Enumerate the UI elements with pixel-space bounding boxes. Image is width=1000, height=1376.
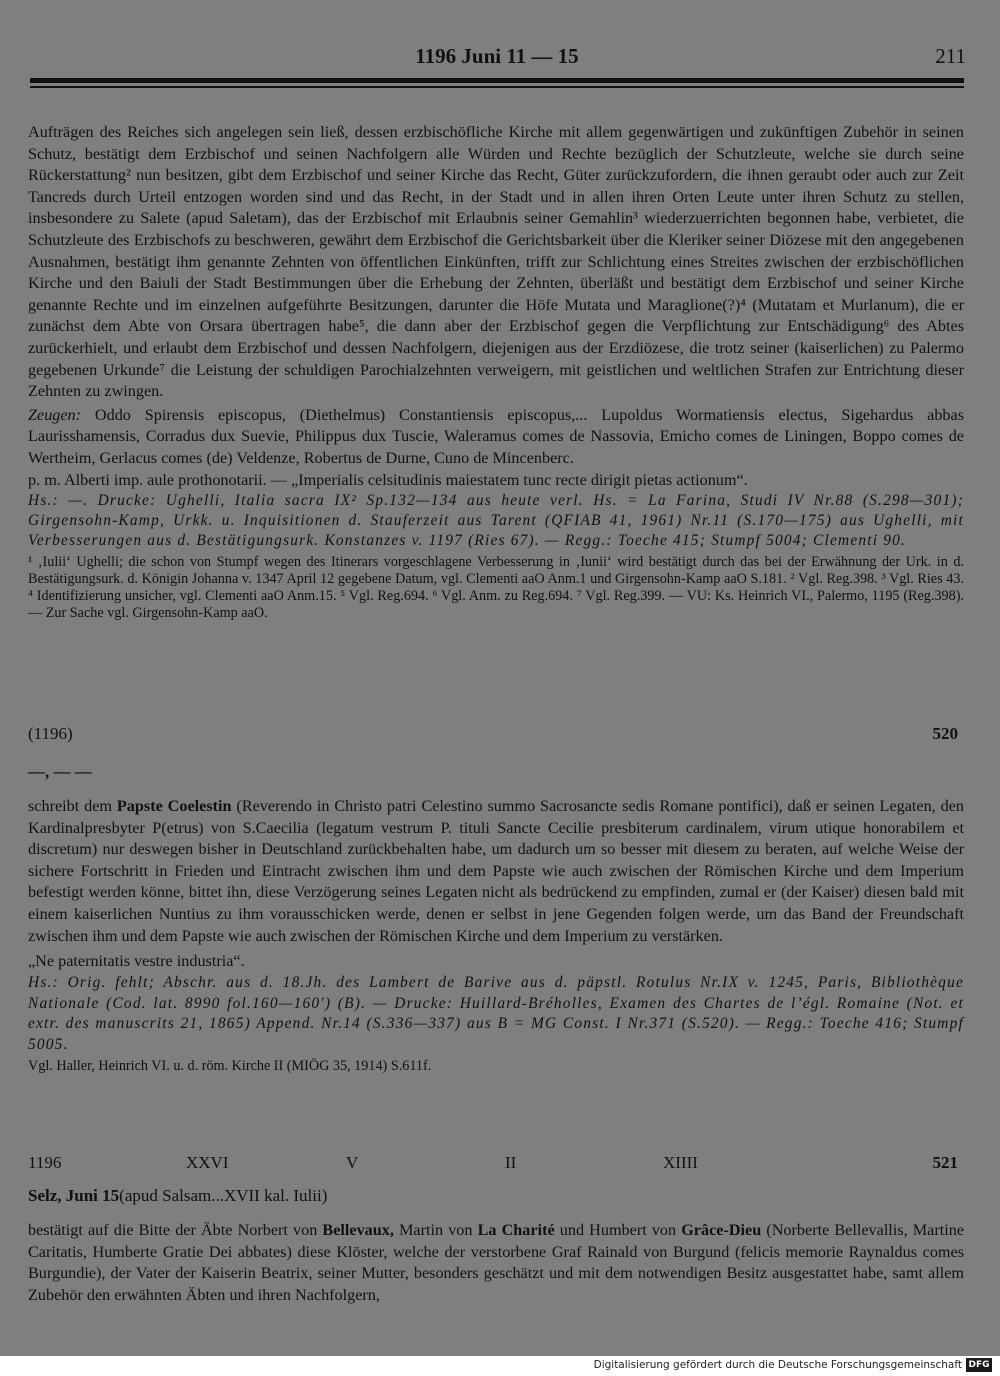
body-text-rest: (Norberte Bellevallis, Martine Caritatis, Humberte Gratie Dei abbates) diese Klöster, welche der verstorbene Graf Rainald von Burgund (felicis memorie Raynaldus comes Burgundie), der Vater der Kaiserin Beatrix, seiner Mutter, besonders geschätzt und mit dem notwendigen Besitz ausgestattet habe, samt allem Zubehör den erwähnten Äbten und ihren Nachfolgern,: [28, 1221, 965, 1304]
body-text: schreibt dem: [28, 797, 117, 815]
regest-body: [28, 1220, 964, 1306]
regest-body: [28, 796, 964, 947]
regnal-year-1: V: [346, 1153, 359, 1172]
literature: Vgl. Haller, Heinrich VI. u. d. röm. Kirche II (MIÖG 35, 1914) S.611f.: [28, 1057, 432, 1074]
monastery-name: La Charité: [477, 1221, 555, 1239]
body-text: Martin von: [393, 1221, 478, 1239]
place-date: —, — —: [28, 762, 92, 781]
entry-year: 1196: [28, 1153, 62, 1172]
entry-519-continuation: [28, 122, 964, 622]
entry-521-text: [28, 1220, 964, 1306]
entry-number: 521: [932, 1153, 958, 1172]
witnesses-label: Zeugen:: [28, 405, 82, 424]
regnal-year-3: XIIII: [663, 1153, 698, 1172]
body-text: bestätigt auf die Bitte der Äbte Norbert von: [28, 1221, 323, 1239]
dfg-logo: DFG: [966, 1358, 992, 1372]
incipit: „Ne paternitatis vestre industria“.: [28, 952, 245, 971]
entry-520-text: [28, 796, 964, 1075]
entry-number: 520: [932, 724, 958, 743]
sources-paragraph: Hs.: Orig. fehlt; Abschr. aus d. 18.Jh. des Lambert de Barive aus d. päpstl. Rotulus Nr.IX v. 1245, Paris, Bibliothèque Nationale (Cod. lat. 8990 fol.160—160′) (B). — Drucke: Huillard-Bréholles, Examen des Chartes de l’égl. Romaine (Not. et extr. des manuscrits 21, 1865) Append. Nr.14 (S.336—337) aus B = MG Const. I Nr.371 (S.520). — Regg.: Toeche 416; Stumpf 5005.: [28, 973, 964, 1054]
entry-year: (1196): [28, 724, 73, 743]
header-rule-thick: [30, 78, 964, 83]
regest-body: Aufträgen des Reiches sich angelegen sein ließ, dessen erzbischöfliche Kirche mit allem gegenwärtigen und zukünftigen Zubehör in seinen Schutz, bestätigt dem Erzbischof und seinen Nachfolgern alle Würden und Rechte bezüglich der Schutzleute, welche sie durch seine Rückerstattung² nun besitzen, gibt dem Erzbischof und seiner Kirche das Recht, Güter zurückzufordern, die ihnen geraubt oder auch zur Zeit Tancreds durch Urteil entzogen worden sind und das Recht, in der Stadt und in allen ihren Orten Leute unter ihren Schutz zu stellen, insbesondere zu Salete (apud Saletam), das der Erzbischof mit Erlaubnis seiner Gemahlin³ wiederzuerrichten begonnen habe, verbietet, die Schutzleute des Erzbischofs zu beschweren, gewährt dem Erzbischof die Gerichtsbarkeit über die Kleriker seiner Diözese mit den angegebenen Ausnahmen, bestätigt ihm genannte Zehnten von öffentlichen Einkünften, trifft zur Schlichtung eines Streites zwischen der erzbischöflichen Kirche und den Baiuli der Stadt Bestimmungen über die Erhebung der Zehnten, überläßt und bestätigt dem Erzbischof und seiner Kirche genannte Rechte und im einzelnen aufgeführte Besitzungen, darunter die Höfe Mutata und Maraglione(?)⁴ (Mutatam et Murlanum), die er zunächst dem Abte von Orsara übertragen habe⁵, die dann aber der Erzbischof gegen die Verpflichtung zur Entschädigung⁶ des Abtes zurückerhielt, und erlaubt dem Erzbischof und dessen Nachfolgern, diejenigen aus der Erzdiözese, die trotz seiner (kaiserlichen) zu Palermo gegebenen Urkunde⁷ die Leistung der schuldigen Parochialzehnten verweigern, mit geistlichen und weltlichen Strafen zur Entrichtung dieser Zehnten zu zwingen.: [28, 123, 964, 401]
header-rule-thin: [30, 86, 964, 88]
regnal-year-2: II: [505, 1153, 517, 1172]
place-date-bold: Selz, Juni 15: [28, 1186, 120, 1205]
page-header: [28, 44, 966, 74]
body-text-rest: (Reverendo in Christo patri Celestino summo Sacrosancte sedis Romane pontifici), daß er seinen Legaten, den Kardinalpresbyter P(etrus) von S.Caecilia (legatum vestrum P. tituli Sancte Cecilie presbiterum cardinalem, virum utique honorabilem et discretum) nur deswegen bisher in Deutschland zurückbehalten habe, um dadurch um so besser mit diesem zu beraten, auf welche Weise der sichere Fortschritt in Frieden und Eintracht zwischen ihm und dem Papste wie auch zwischen der Römischen Kirche und dem Imperium befestigt werden könne, bittet ihn, diese Verzögerung seines Legaten nicht als bedrückend zu empfinden, zumal er (der Kaiser) diesen bald mit einem kaiserlichen Nuntius zu ihm vorausschicken werde, denen er selbst in jene Gegenden folgen werde, um das Band der Freundschaft zwischen ihm und dem Papste wie auch zwischen der Römischen Kirche und dem Imperium zu verstärken.: [28, 797, 964, 945]
witnesses-list: Oddo Spirensis episcopus, (Diethelmus) Constantiensis episcopus,... Lupoldus Wormatiensis electus, Sigehardus abbas Laurisshamensis, Corradus dux Suevie, Philippus dux Tuscie, Waleramus comes de Nassovia, Emicho comes de Liningen, Boppo comes de Wertheim, Gerlacus comes (de) Veldenze, Robertus de Durne, Cuno de Mincenberc.: [28, 405, 964, 467]
sources-paragraph: Hs.: —. Drucke: Ughelli, Italia sacra IX² Sp.132—134 aus heute verl. Hs. = La Farina, Studi IV Nr.88 (S.298—301); Girgensohn-Kamp, Urkk. u. Inquisitionen d. Stauferzeit aus Tarent (QFIAB 41, 1961) Nr.11 (S.170—175) aus Ughelli, mit Verbesserungen aus d. Bestätigungsurk. Konstanzes v. 1197 (Ries 67). — Regg.: Toeche 415; Stumpf 5004; Clementi 90.: [28, 492, 964, 550]
monastery-name: Bellevaux,: [322, 1221, 394, 1239]
body-text: und Humbert von: [554, 1221, 682, 1239]
place-date: [28, 1186, 328, 1206]
page-number: 211: [935, 44, 966, 68]
addressee: Papste Coelestin: [116, 797, 232, 815]
place-date-latin: (apud Salsam...XVII kal. Iulii): [119, 1186, 328, 1205]
footer-bar: [0, 1356, 1000, 1376]
indiction: XXVI: [186, 1153, 229, 1172]
funding-notice: Digitalisierung gefördert durch die Deutsche Forschungsgemeinschaft: [593, 1359, 962, 1371]
monastery-name: Grâce-Dieu: [681, 1221, 762, 1239]
running-title: 1196 Juni 11 — 15: [415, 44, 579, 68]
footnotes: ¹ ‚Iulii‘ Ughelli; die schon von Stumpf wegen des Itinerars vorgeschlagene Verbesserung in ‚Iunii‘ wird bestätigt durch das bei der Erwähnung der Urk. in d. Bestätigungsurk. d. Königin Johanna v. 1347 April 12 gegebene Datum, vgl. Clementi aaO Anm.1 und Girgensohn-Kamp aaO S.181. ² Vgl. Reg.398. ³ Vgl. Ries 43. ⁴ Identifizierung unsicher, vgl. Clementi aaO Anm.15. ⁵ Vgl. Reg.694. ⁶ Vgl. Anm. zu Reg.694. ⁷ Vgl. Reg.399. — VU: Ks. Heinrich VI., Palermo, 1195 (Reg.398). — Zur Sache vgl. Girgensohn-Kamp aaO.: [28, 554, 964, 622]
witnesses-paragraph: [28, 405, 964, 470]
protocol-line: p. m. Alberti imp. aule prothonotarii. — „Imperialis celsitudinis maiestatem tunc recte dirigit pietas actionum“.: [28, 470, 748, 489]
